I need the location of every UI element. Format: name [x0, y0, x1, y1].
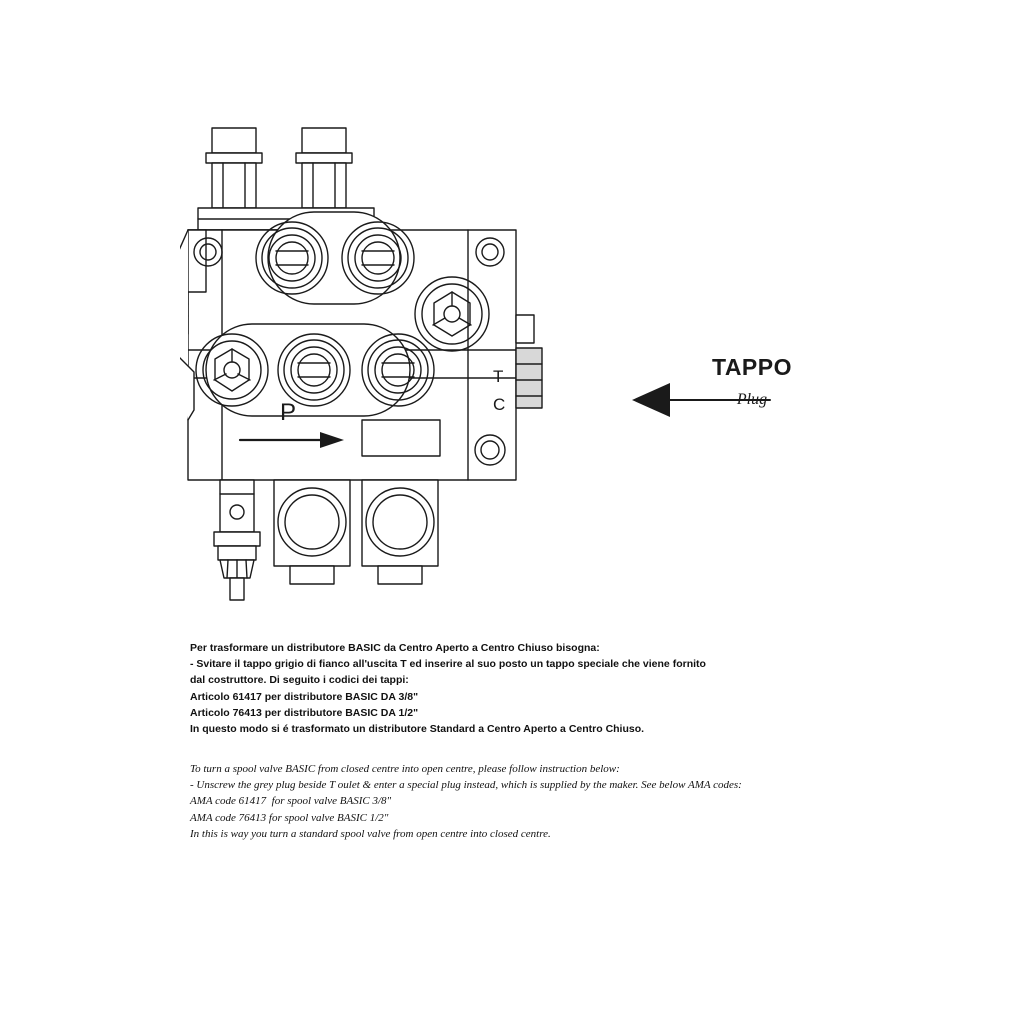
plug-callout: [672, 355, 832, 409]
relief-valve-assembly: [214, 480, 260, 600]
nameplate: [362, 420, 440, 456]
note-line: AMA code 76413 for spool valve BASIC 1/2": [190, 811, 389, 824]
note-line: In this is way you turn a standard spool valve from open centre into closed centre.: [190, 827, 551, 840]
right-plug-port: [516, 315, 542, 408]
note-line: AMA code 61417 for spool valve BASIC 3/8": [190, 795, 392, 808]
callout-title: TAPPO: [711, 354, 793, 380]
port-field-lower: [206, 324, 410, 416]
note-line: In questo modo si é trasformato un distributore Standard a Centro Aperto a Centro Chiuso.: [190, 723, 645, 736]
label-tank-port: T: [493, 367, 504, 386]
hydraulic-valve-drawing: [180, 80, 820, 620]
lever-stem-right: [296, 128, 352, 208]
bottom-port-left: [274, 480, 350, 584]
note-line: - Svitare il tappo grigio di fianco all'uscita T ed inserire al suo posto un tappo speciale che viene fornito: [190, 658, 706, 671]
note-line: Per trasformare un distributore BASIC da Centro Aperto a Centro Chiuso bisogna:: [190, 642, 600, 654]
instructions-italian: [190, 640, 810, 737]
note-line: Articolo 76413 per distributore BASIC DA 1/2": [190, 706, 419, 719]
label-pressure-port: P: [280, 399, 297, 426]
note-line: Articolo 61417 per distributore BASIC DA 3/8": [190, 690, 419, 703]
note-line: - Unscrew the grey plug beside T oulet & enter a special plug instead, which is supplied by the maker. See below AMA codes:: [190, 779, 742, 792]
label-centre: C: [493, 395, 506, 414]
note-line: dal costruttore. Di seguito i codici dei tappi:: [190, 674, 409, 687]
port-field-upper: [268, 212, 400, 304]
instructions-english: [190, 761, 810, 842]
callout-subtitle: Plug: [736, 391, 768, 409]
lever-stem-left: [206, 128, 262, 208]
bottom-port-right: [362, 480, 438, 584]
note-line: To turn a spool valve BASIC from closed centre into open centre, please follow instruction below:: [190, 763, 620, 775]
